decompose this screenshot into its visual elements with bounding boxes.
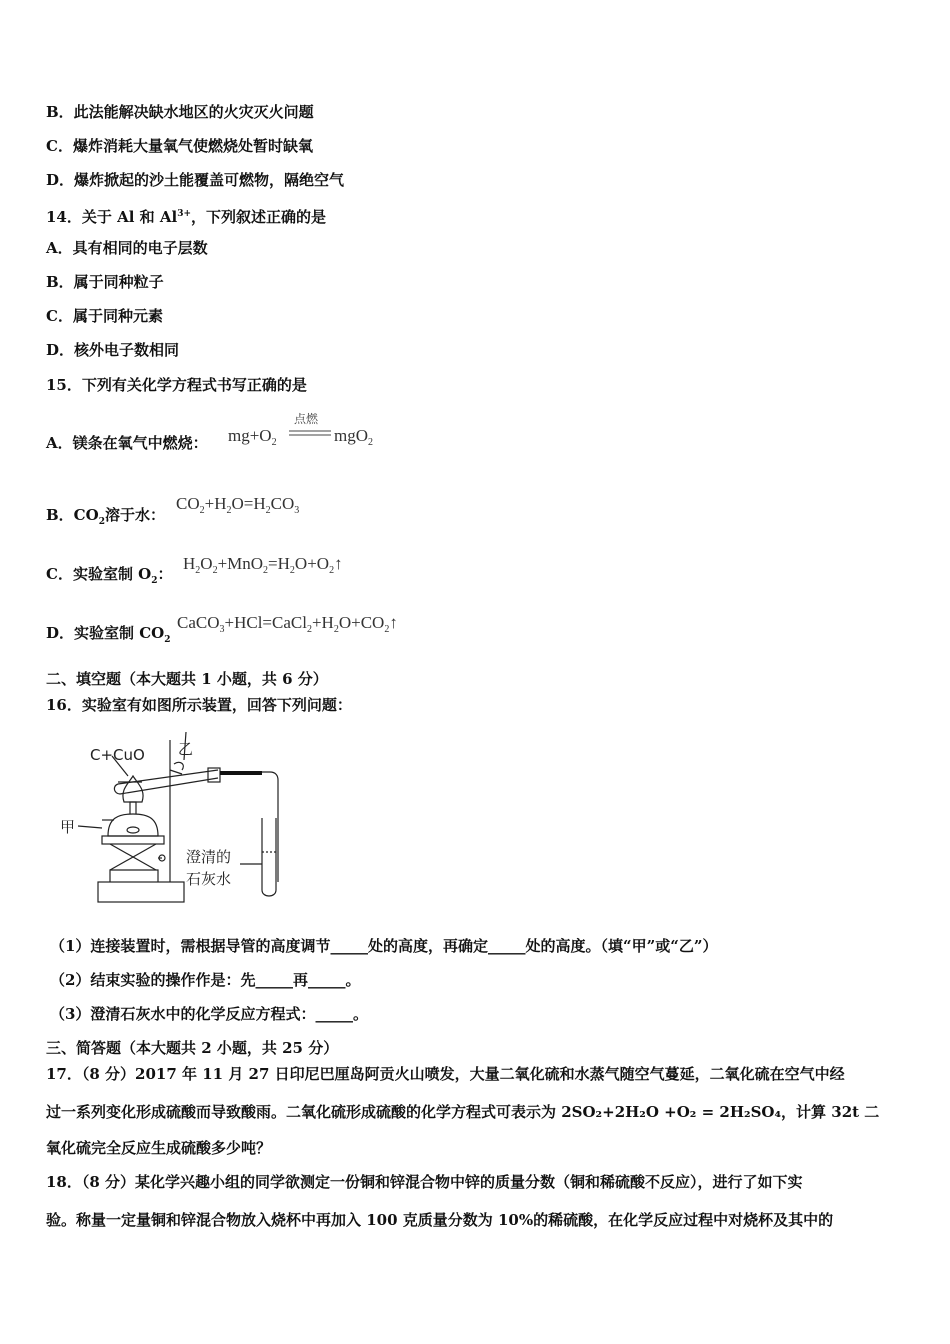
q15-option-b-label-post: 溶于水：: [104, 506, 165, 524]
q15-option-d-label: [46, 623, 171, 650]
q14-option-a: A．具有相同的电子层数: [46, 239, 208, 257]
q14-stem-pre: 14．关于 Al 和 Al: [46, 208, 178, 226]
q16-sub1: （1）连接装置时，需根据导管的高度调节_____处的高度，再确定_____处的高度。（填“甲”或“乙”）: [50, 937, 718, 955]
q16-apparatus-figure: [50, 732, 280, 907]
lab-jack-top: [110, 870, 158, 882]
q15-option-c-label-sub: 2: [151, 576, 158, 586]
q15-option-a-condition: 点燃: [294, 412, 319, 426]
q15-option-a-label: A．镁条在氧气中燃烧：: [46, 434, 208, 452]
q14-option-b: B．属于同种粒子: [46, 273, 164, 291]
q14-stem-sup: 3+: [177, 209, 192, 219]
q14-option-d: D．核外电子数相同: [46, 341, 180, 359]
q17-line3: 氧化硫完全反应生成硫酸多少吨？: [46, 1139, 272, 1157]
label-jia-pointer: [78, 826, 102, 828]
lamp-tray: [102, 836, 164, 844]
q14-stem: [46, 204, 326, 227]
q17-line2: 过一系列变化形成硫酸而导致酸雨。二氧化硫形成硫酸的化学方程式可表示为 2SO₂+2H₂O +O₂ = 2H₂SO₄，计算 32t 二: [46, 1103, 880, 1121]
q15-option-a-equation: $mg+O_2$: [228, 426, 277, 448]
q15-option-c-label-pre: C．实验室制 O: [46, 565, 152, 583]
section2-heading: 二、填空题（本大题共 1 小题，共 6 分）: [46, 670, 328, 688]
q15-option-b-label-sub: 2: [98, 517, 105, 527]
q17-line1: 17．（8 分）2017 年 11 月 27 日印尼巴厘岛阿贡火山喷发，大量二氧化硫和水蒸气随空气蔓延，二氧化硫在空气中经: [46, 1065, 845, 1083]
label-yi: 乙: [178, 740, 194, 758]
q13-option-b: B．此法能解决缺水地区的火灾灭火问题: [46, 103, 314, 121]
q15-option-a-double-line: [289, 429, 331, 437]
base-plate: [98, 882, 184, 902]
label-limewater-2: 石灰水: [186, 870, 232, 888]
q16-sub3: （3）澄清石灰水中的化学反应方程式：_____。: [50, 1005, 368, 1023]
section3-heading: 三、简答题（本大题共 2 小题，共 25 分）: [46, 1039, 339, 1057]
q18-line1: 18．（8 分）某化学兴趣小组的同学欲测定一份铜和锌混合物中锌的质量分数（铜和稀硫酸不反应），进行了如下实: [46, 1173, 803, 1191]
clamp: [170, 770, 182, 774]
q18-line2: 验。称量一定量铜和锌混合物放入烧杯中再加入 100 克质量分数为 10%的稀硫酸，在化学反应过程中对烧杯及其中的: [46, 1211, 834, 1229]
q14-option-c: C．属于同种元素: [46, 307, 163, 325]
flame: [123, 776, 143, 802]
q15-option-c-label-post: ：: [157, 565, 173, 583]
q15-stem: 15．下列有关化学方程式书写正确的是: [46, 376, 307, 394]
q15-option-d-label-sub: 2: [164, 635, 171, 645]
q15-option-b-label-pre: B．CO: [46, 506, 99, 524]
q15-option-d-equation: $CaCO_3+HCl=CaCl_2+H_2O+CO_2↑$: [177, 613, 398, 635]
q13-option-d: D．爆炸掀起的沙土能覆盖可燃物，隔绝空气: [46, 171, 345, 189]
label-jia: 甲: [60, 818, 76, 836]
q15-option-b-equation: $CO_2+H_2O=H_2CO_3$: [176, 494, 300, 516]
q16-sub2: （2）结束实验的操作作是：先_____再_____。: [50, 971, 361, 989]
q13-option-c: C．爆炸消耗大量氧气使燃烧处暂时缺氧: [46, 137, 313, 155]
q15-option-d-label-pre: D．实验室制 CO: [46, 624, 165, 642]
q14-stem-post: ，下列叙述正确的是: [191, 208, 327, 226]
label-reactants: C+CuO: [90, 746, 145, 764]
receiving-test-tube: [262, 818, 276, 896]
test-tube-bottom: [120, 778, 218, 794]
label-limewater-1: 澄清的: [186, 848, 232, 866]
q15-option-c-equation: $H_2O_2+MnO_2=H_2O+O_2↑$: [183, 554, 343, 576]
q15-option-b-label: [46, 505, 165, 532]
q15-option-c-label: [46, 564, 173, 591]
q15-option-a-product: mgO$_2$: [334, 426, 373, 448]
q16-stem: 16．实验室有如图所示装置，回答下列问题：: [46, 696, 352, 714]
